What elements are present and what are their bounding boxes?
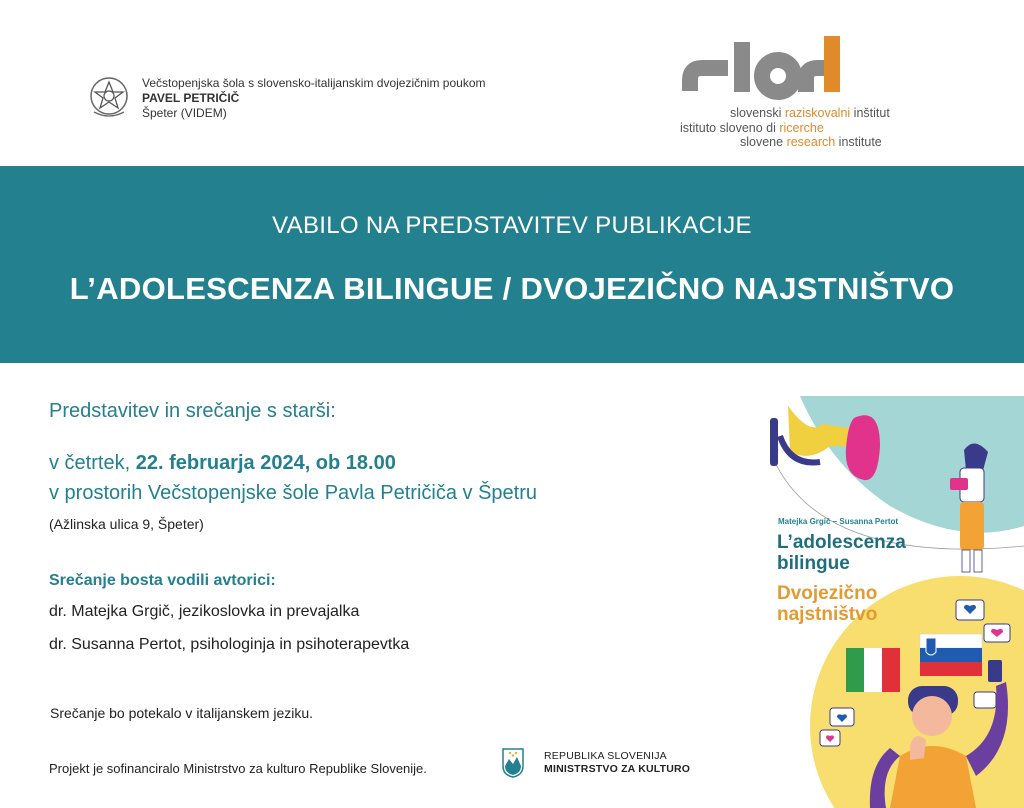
- event-place: v prostorih Večstopenjske šole Pavla Petričiča v Špetru: [49, 482, 538, 504]
- event-intro: Predstavitev in srečanje s starši:: [49, 400, 336, 422]
- event-author-1: dr. Matejka Grgič, jezikoslovka in prevajalka: [49, 603, 360, 620]
- book-cover: [760, 396, 1024, 808]
- event-author-2: dr. Susanna Pertot, psihologinja in psihoterapevtka: [49, 636, 410, 653]
- slori-logo-block: [680, 34, 910, 154]
- event-date-bold: 22. februarja 2024, ob 18.00: [135, 452, 396, 474]
- institute-it-accent: ricerche: [779, 120, 824, 135]
- italian-republic-emblem-icon: [88, 74, 130, 122]
- title-banner: [0, 166, 1024, 363]
- language-note: Srečanje bo potekalo v italijanskem jeziku.: [50, 705, 314, 721]
- institute-en-pre: slovene: [740, 135, 787, 149]
- book-title-sl-line2: najstništvo: [777, 604, 878, 625]
- school-block: [88, 74, 486, 122]
- institute-sl-accent: raziskovalni: [784, 106, 851, 120]
- school-line1: Večstopenjska šola s slovensko-italijanskim dvojezičnim poukom: [142, 75, 486, 90]
- ministry-block: [502, 748, 690, 778]
- book-authors: Matejka Grgič – Susanna Pertot: [778, 517, 899, 526]
- book-title-italian: [777, 532, 906, 574]
- banner-title: L’ADOLESCENZA BILINGUE / DVOJEZIČNO NAJSTNIŠTVO: [69, 271, 955, 306]
- institute-sl-post: inštitut: [850, 106, 890, 120]
- institute-en-accent: research: [786, 135, 836, 149]
- school-name: PAVEL PETRIČIČ: [142, 90, 240, 105]
- event-address: (Ažlinska ulica 9, Špeter): [49, 516, 204, 532]
- event-date-pre: v četrtek,: [49, 452, 136, 474]
- book-title-it-line2: bilingue: [777, 553, 850, 574]
- institute-sl-pre: slovenski: [730, 106, 785, 120]
- book-title-slovene: [777, 583, 877, 625]
- funding-note: Projekt je sofinanciralo Ministrstvo za kulturo Republike Slovenije.: [49, 761, 427, 776]
- institute-it-pre: istituto sloveno di: [680, 120, 780, 135]
- slori-logo-text: slori: [680, 102, 682, 103]
- ministry-line-2: MINISTRSTVO ZA KULTURO: [544, 763, 691, 775]
- book-title-it-line1: L’adolescenza: [777, 532, 906, 553]
- book-title-sl-line1: Dvojezično: [777, 583, 878, 604]
- slori-logo: [680, 34, 910, 104]
- ministry-line-1: REPUBLIKA SLOVENIJA: [544, 750, 667, 762]
- institute-en-post: institute: [835, 135, 882, 149]
- header: [0, 0, 1024, 166]
- banner-subtitle: VABILO NA PREDSTAVITEV PUBLIKACIJE: [272, 212, 752, 239]
- event-date: [49, 452, 396, 475]
- school-location: Špeter (VIDEM): [142, 105, 227, 120]
- slovenia-coat-of-arms-icon: [502, 748, 524, 778]
- event-lead: Srečanje bosta vodili avtorici:: [49, 572, 276, 589]
